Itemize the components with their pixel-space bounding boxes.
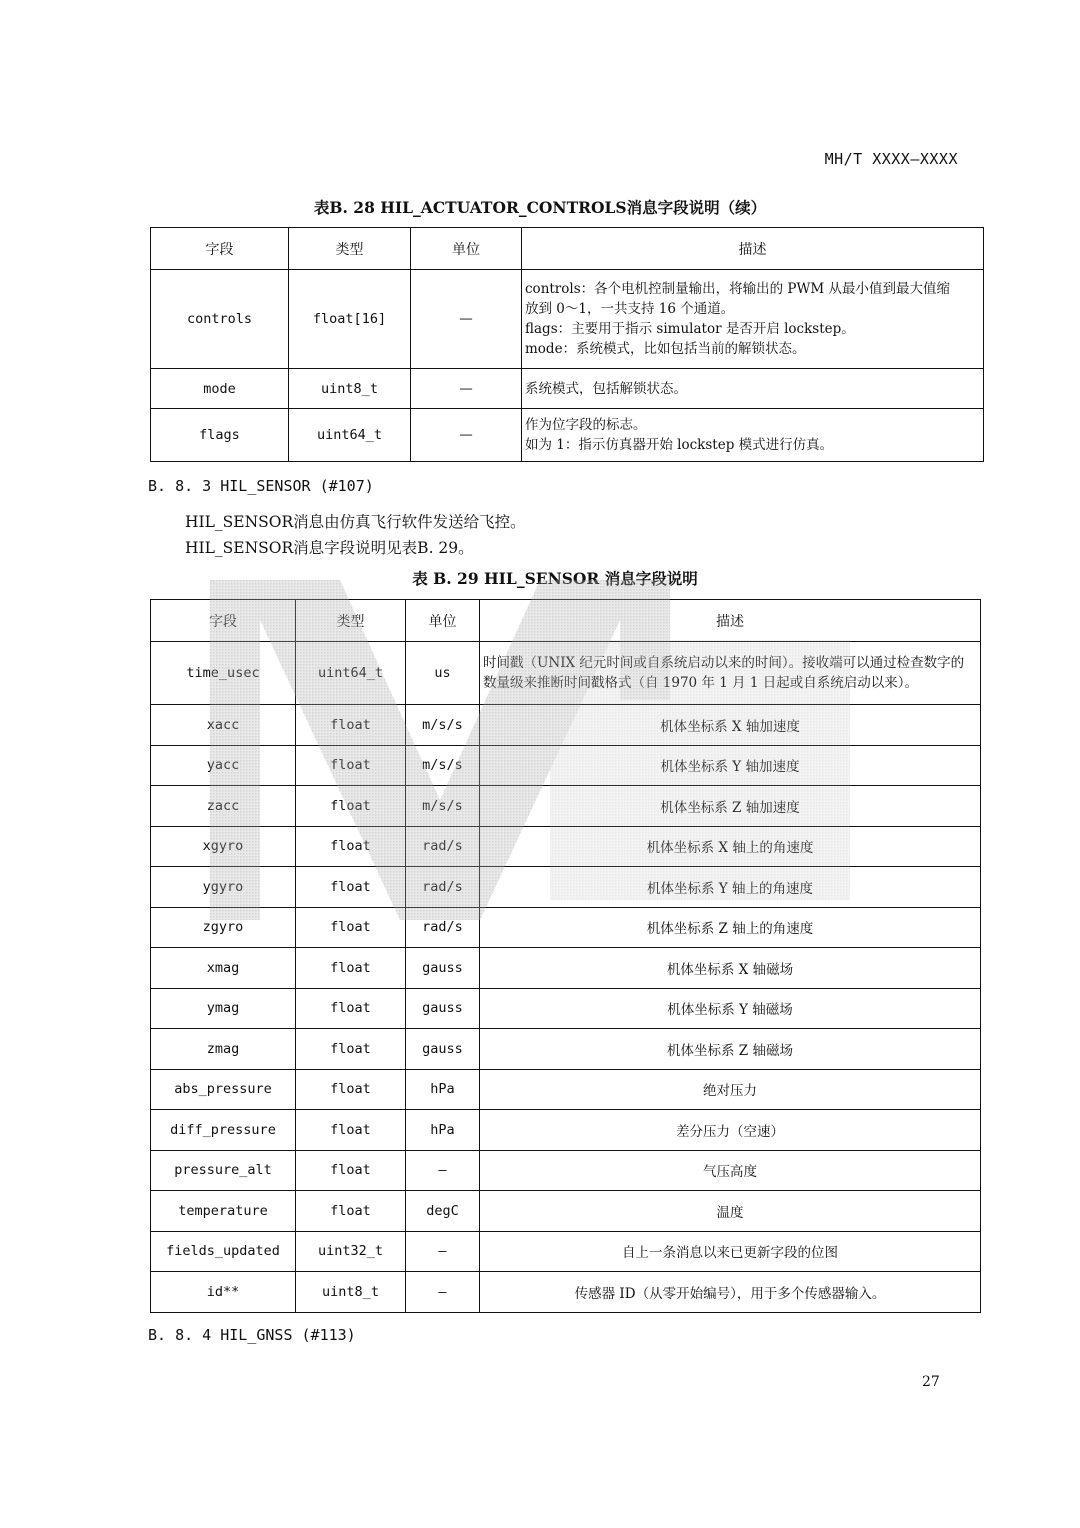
- field-cell: zgyro: [151, 907, 296, 948]
- table-header-cell: 类型: [289, 228, 411, 270]
- table-row: [151, 826, 981, 867]
- unit-cell: rad/s: [406, 867, 480, 908]
- type-cell: float: [296, 1110, 406, 1151]
- table-header-cell: 字段: [151, 600, 296, 642]
- section-b83-paragraph-1: HIL_SENSOR消息由仿真飞行软件发送给飞控。: [185, 513, 526, 531]
- desc-cell: 时间戳（UNIX 纪元时间或自系统启动以来的时间）。接收端可以通过检查数字的数量级来推断时间戳格式（自 1970 年 1 月 1 日起或自系统启动以来）。: [480, 642, 981, 705]
- desc-cell: 自上一条消息以来已更新字段的位图: [480, 1231, 981, 1272]
- table-row: [151, 948, 981, 989]
- desc-line: controls：各个电机控制量输出，将输出的 PWM 从最小值到最大值缩: [525, 281, 950, 297]
- desc-line: flags：主要用于指示 simulator 是否开启 lockstep。: [525, 321, 855, 337]
- table-row: [151, 867, 981, 908]
- desc-cell: 机体坐标系 X 轴上的角速度: [480, 826, 981, 867]
- field-cell: zmag: [151, 1029, 296, 1070]
- desc-line: mode：系统模式，比如包括当前的解锁状态。: [525, 341, 806, 357]
- type-cell: float: [296, 745, 406, 786]
- table-row: [151, 1069, 981, 1110]
- unit-cell: —: [411, 270, 522, 369]
- field-cell: ymag: [151, 988, 296, 1029]
- table-row: [151, 1231, 981, 1272]
- desc-cell: 机体坐标系 Y 轴磁场: [480, 988, 981, 1029]
- type-cell: float: [296, 948, 406, 989]
- type-cell: uint32_t: [296, 1231, 406, 1272]
- table-row: [151, 642, 981, 705]
- desc-cell: 机体坐标系 Z 轴上的角速度: [480, 907, 981, 948]
- table-b28: [150, 227, 984, 462]
- desc-cell: 气压高度: [480, 1150, 981, 1191]
- type-cell: float: [296, 705, 406, 746]
- unit-cell: —: [406, 1150, 480, 1191]
- unit-cell: rad/s: [406, 826, 480, 867]
- section-b83-paragraph-2: HIL_SENSOR消息字段说明见表B. 29。: [185, 539, 474, 557]
- table-header-cell: 类型: [296, 600, 406, 642]
- unit-cell: —: [406, 1272, 480, 1313]
- desc-cell: 传感器 ID（从零开始编号），用于多个传感器输入。: [480, 1272, 981, 1313]
- field-cell: id**: [151, 1272, 296, 1313]
- unit-cell: hPa: [406, 1110, 480, 1151]
- table-row: [151, 1272, 981, 1313]
- unit-cell: hPa: [406, 1069, 480, 1110]
- field-cell: mode: [151, 369, 289, 409]
- unit-cell: us: [406, 642, 480, 705]
- standard-code: MH/T XXXX—XXXX: [824, 150, 958, 168]
- desc-cell: 绝对压力: [480, 1069, 981, 1110]
- table-header-cell: 单位: [406, 600, 480, 642]
- section-heading-b84: B. 8. 4 HIL_GNSS (#113): [148, 1326, 356, 1344]
- type-cell: float: [296, 1069, 406, 1110]
- field-cell: xacc: [151, 705, 296, 746]
- desc-cell: 机体坐标系 X 轴加速度: [480, 705, 981, 746]
- type-cell: uint64_t: [289, 409, 411, 462]
- type-cell: float: [296, 1029, 406, 1070]
- desc-cell: [522, 409, 984, 462]
- page-number: 27: [922, 1374, 940, 1390]
- field-cell: zacc: [151, 786, 296, 827]
- field-cell: diff_pressure: [151, 1110, 296, 1151]
- field-cell: temperature: [151, 1191, 296, 1232]
- table-row: [151, 988, 981, 1029]
- table-row: [151, 1110, 981, 1151]
- desc-cell: 机体坐标系 Y 轴加速度: [480, 745, 981, 786]
- type-cell: uint8_t: [296, 1272, 406, 1313]
- table-row: [151, 786, 981, 827]
- table-row: [151, 1029, 981, 1070]
- field-cell: fields_updated: [151, 1231, 296, 1272]
- type-cell: float: [296, 1150, 406, 1191]
- table-b28-caption: 表B. 28 HIL_ACTUATOR_CONTROLS消息字段说明（续）: [313, 198, 767, 217]
- desc-cell: 机体坐标系 Z 轴磁场: [480, 1029, 981, 1070]
- table-row: [151, 1150, 981, 1191]
- type-cell: uint64_t: [296, 642, 406, 705]
- field-cell: abs_pressure: [151, 1069, 296, 1110]
- field-cell: xmag: [151, 948, 296, 989]
- section-heading-b83: B. 8. 3 HIL_SENSOR (#107): [148, 477, 374, 495]
- table-row: [151, 1191, 981, 1232]
- table-b29-caption: 表 B. 29 HIL_SENSOR 消息字段说明: [412, 569, 698, 588]
- desc-line: 系统模式，包括解锁状态。: [525, 380, 687, 397]
- type-cell: float: [296, 907, 406, 948]
- type-cell: float: [296, 988, 406, 1029]
- unit-cell: m/s/s: [406, 786, 480, 827]
- table-row: [151, 745, 981, 786]
- table-header-cell: 字段: [151, 228, 289, 270]
- unit-cell: rad/s: [406, 907, 480, 948]
- field-cell: yacc: [151, 745, 296, 786]
- field-cell: ygyro: [151, 867, 296, 908]
- table-row: [151, 369, 984, 409]
- unit-cell: gauss: [406, 988, 480, 1029]
- type-cell: float: [296, 1191, 406, 1232]
- type-cell: uint8_t: [289, 369, 411, 409]
- type-cell: float[16]: [289, 270, 411, 369]
- field-cell: flags: [151, 409, 289, 462]
- desc-cell: 机体坐标系 X 轴磁场: [480, 948, 981, 989]
- field-cell: xgyro: [151, 826, 296, 867]
- table-row: [151, 409, 984, 462]
- table-header-cell: 描述: [522, 228, 984, 270]
- desc-cell: 机体坐标系 Y 轴上的角速度: [480, 867, 981, 908]
- desc-line: 作为位字段的标志。: [525, 417, 647, 433]
- unit-cell: —: [411, 409, 522, 462]
- table-header-cell: 描述: [480, 600, 981, 642]
- desc-cell: 温度: [480, 1191, 981, 1232]
- desc-cell: [522, 369, 984, 409]
- table-row: [151, 270, 984, 369]
- unit-cell: gauss: [406, 948, 480, 989]
- unit-cell: degC: [406, 1191, 480, 1232]
- table-b29: [150, 599, 981, 1313]
- unit-cell: —: [406, 1231, 480, 1272]
- table-row: [151, 907, 981, 948]
- desc-cell: [522, 270, 984, 369]
- type-cell: float: [296, 786, 406, 827]
- unit-cell: —: [411, 369, 522, 409]
- desc-cell: 机体坐标系 Z 轴加速度: [480, 786, 981, 827]
- field-cell: controls: [151, 270, 289, 369]
- desc-cell: 差分压力（空速）: [480, 1110, 981, 1151]
- unit-cell: gauss: [406, 1029, 480, 1070]
- type-cell: float: [296, 867, 406, 908]
- field-cell: time_usec: [151, 642, 296, 705]
- field-cell: pressure_alt: [151, 1150, 296, 1191]
- type-cell: float: [296, 826, 406, 867]
- unit-cell: m/s/s: [406, 745, 480, 786]
- table-header-cell: 单位: [411, 228, 522, 270]
- desc-line: 如为 1：指示仿真器开始 lockstep 模式进行仿真。: [525, 437, 834, 453]
- unit-cell: m/s/s: [406, 705, 480, 746]
- table-row: [151, 705, 981, 746]
- desc-line: 放到 0～1，一共支持 16 个通道。: [525, 301, 735, 317]
